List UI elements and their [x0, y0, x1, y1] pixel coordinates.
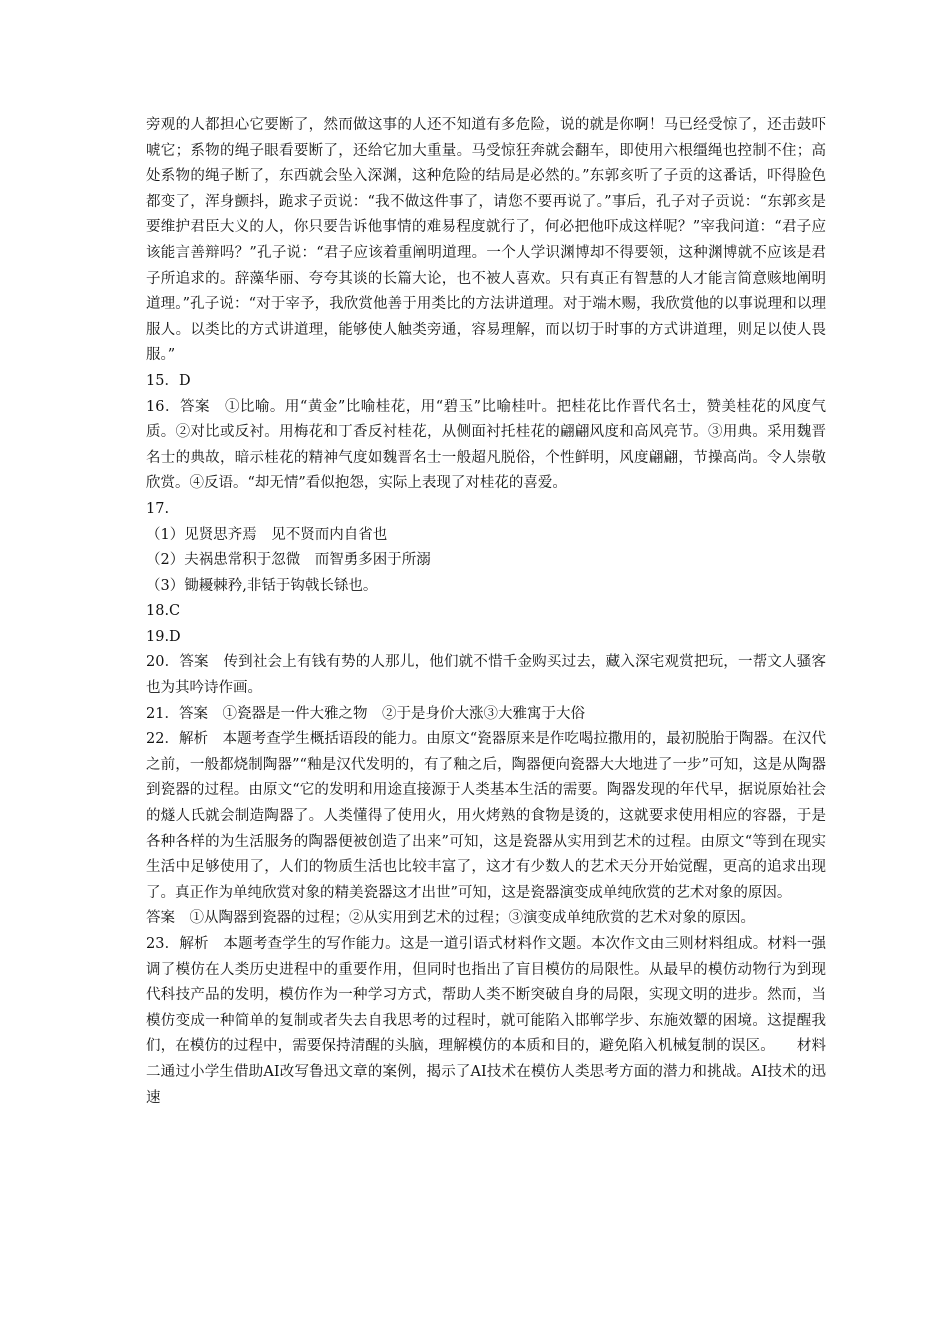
answer-20: 20．答案 传到社会上有钱有势的人那儿，他们就不惜千金购买过去，藏入深宅观赏把玩，一帮文人骚客也为其吟诗作画。: [146, 654, 826, 697]
analysis-22: 22．解析 本题考查学生概括语段的能力。由原文“瓷器原来是作吃喝拉撒用的，最初脱胎于陶器。在汉代之前，一般都烧制陶器”“釉是汉代发明的，有了釉之后，陶器便向瓷器大大地进了一步”可知，这是从陶器到瓷器的过程。由原文“它的发明和用途直接源于人类基本生活的需要。陶器发现的年代早，据说原始社会的燧人氏就会制造陶器了。人类懂得了使用火，用火烤熟的食物是烫的，这就要求使用相应的容器，于是各种各样的为生活服务的陶器便被创造了出来”可知，这是瓷器从实用到艺术的过程。由原文“等到在现实生活中足够使用了，人们的物质生活也比较丰富了，这才有少数人的艺术天分开始觉醒，更高的追求出现了。真正作为单纯欣赏对象的精美瓷器这才出世”可知，这是瓷器演变成单纯欣赏的艺术对象的原因。: [146, 731, 826, 901]
answer-18: 18.C: [146, 603, 181, 620]
answer-19: 19.D: [146, 628, 181, 645]
paragraph-dialogue-translation: 旁观的人都担心它要断了，然而做这事的人还不知道有多危险，说的就是你啊！马已经受惊了，还击鼓吓唬它；系物的绳子眼看要断了，还给它加大重量。马受惊狂奔就会翻车，即使用六根缰绳也控制不住；高处系物的绳子断了，东西就会坠入深渊，这种危险的结局是必然的。”东郭亥听了子贡的这番话，吓得脸色都变了，浑身颤抖，跪求子贡说：“我不做这件事了，请您不要再说了。”事后，孔子对子贡说：“东郭亥是要维护君臣大义的人，你只要告诉他事情的难易程度就行了，何必把他吓成这样呢？”宰我问道：“君子应该能言善辩吗？”孔子说：“君子应该着重阐明道理。一个人学识渊博却不得要领，这种渊博就不应该是君子所追求的。辞藻华丽、夸夸其谈的长篇大论，也不被人喜欢。只有真正有智慧的人才能言简意赅地阐明道理。”孔子说：“对于宰予，我欣赏他善于用类比的方法讲道理。对于端木赐，我欣赏他的以事说理和以理服人。以类比的方式讲道理，能够使人触类旁通，容易理解，而以切于时事的方式讲道理，则足以使人畏服。”: [146, 117, 827, 364]
answer-17-item-1: （1）见贤思齐焉 见不贤而内自省也: [146, 526, 388, 543]
document-page: [146, 113, 826, 1111]
answer-17-item-2: （2）夫祸患常积于忽微 而智勇多困于所溺: [146, 552, 431, 569]
answer-22: 答案 ①从陶器到瓷器的过程；②从实用到艺术的过程；③演变成单纯欣赏的艺术对象的原因。: [146, 910, 755, 927]
answer-17-heading: 17.: [146, 500, 170, 517]
analysis-23: 23．解析 本题考查学生的写作能力。这是一道引语式材料作文题。本次作文由三则材料组成。材料一强调了模仿在人类历史进程中的重要作用，但同时也指出了盲目模仿的局限性。从最早的模仿动物行为到现代科技产品的发明，模仿作为一种学习方式，帮助人类不断突破自身的局限，实现文明的进步。然而，当模仿变成一种简单的复制或者失去自我思考的过程时，就可能陷入邯郸学步、东施效颦的困境。这提醒我们，在模仿的过程中，需要保持清醒的头脑，理解模仿的本质和目的，避免陷入机械复制的误区。 材料二通过小学生借助AI改写鲁迅文章的案例，揭示了AI技术在模仿人类思考方面的潜力和挑战。AI技术的迅速: [146, 936, 826, 1106]
answer-21: 21．答案 ①瓷器是一件大雅之物 ②于是身价大涨③大雅寓于大俗: [146, 705, 585, 722]
answer-17-item-3: （3）锄耰棘矜,非铦于钩戟长铩也。: [146, 577, 378, 594]
answer-16: 16．答案 ①比喻。用“黄金”比喻桂花，用“碧玉”比喻桂叶。把桂花比作晋代名士，赞美桂花的风度气质。②对比或反衬。用梅花和丁香反衬桂花，从侧面衬托桂花的翩翩风度和高风亮节。③用典。采用魏晋名士的典故，暗示桂花的精神气度如魏晋名士一般超凡脱俗，个性鲜明，风度翩翩，节操高尚。令人崇敬欣赏。④反语。“却无情”看似抱怨，实际上表现了对桂花的喜爱。: [146, 398, 826, 492]
answer-15: 15．D: [146, 372, 191, 389]
